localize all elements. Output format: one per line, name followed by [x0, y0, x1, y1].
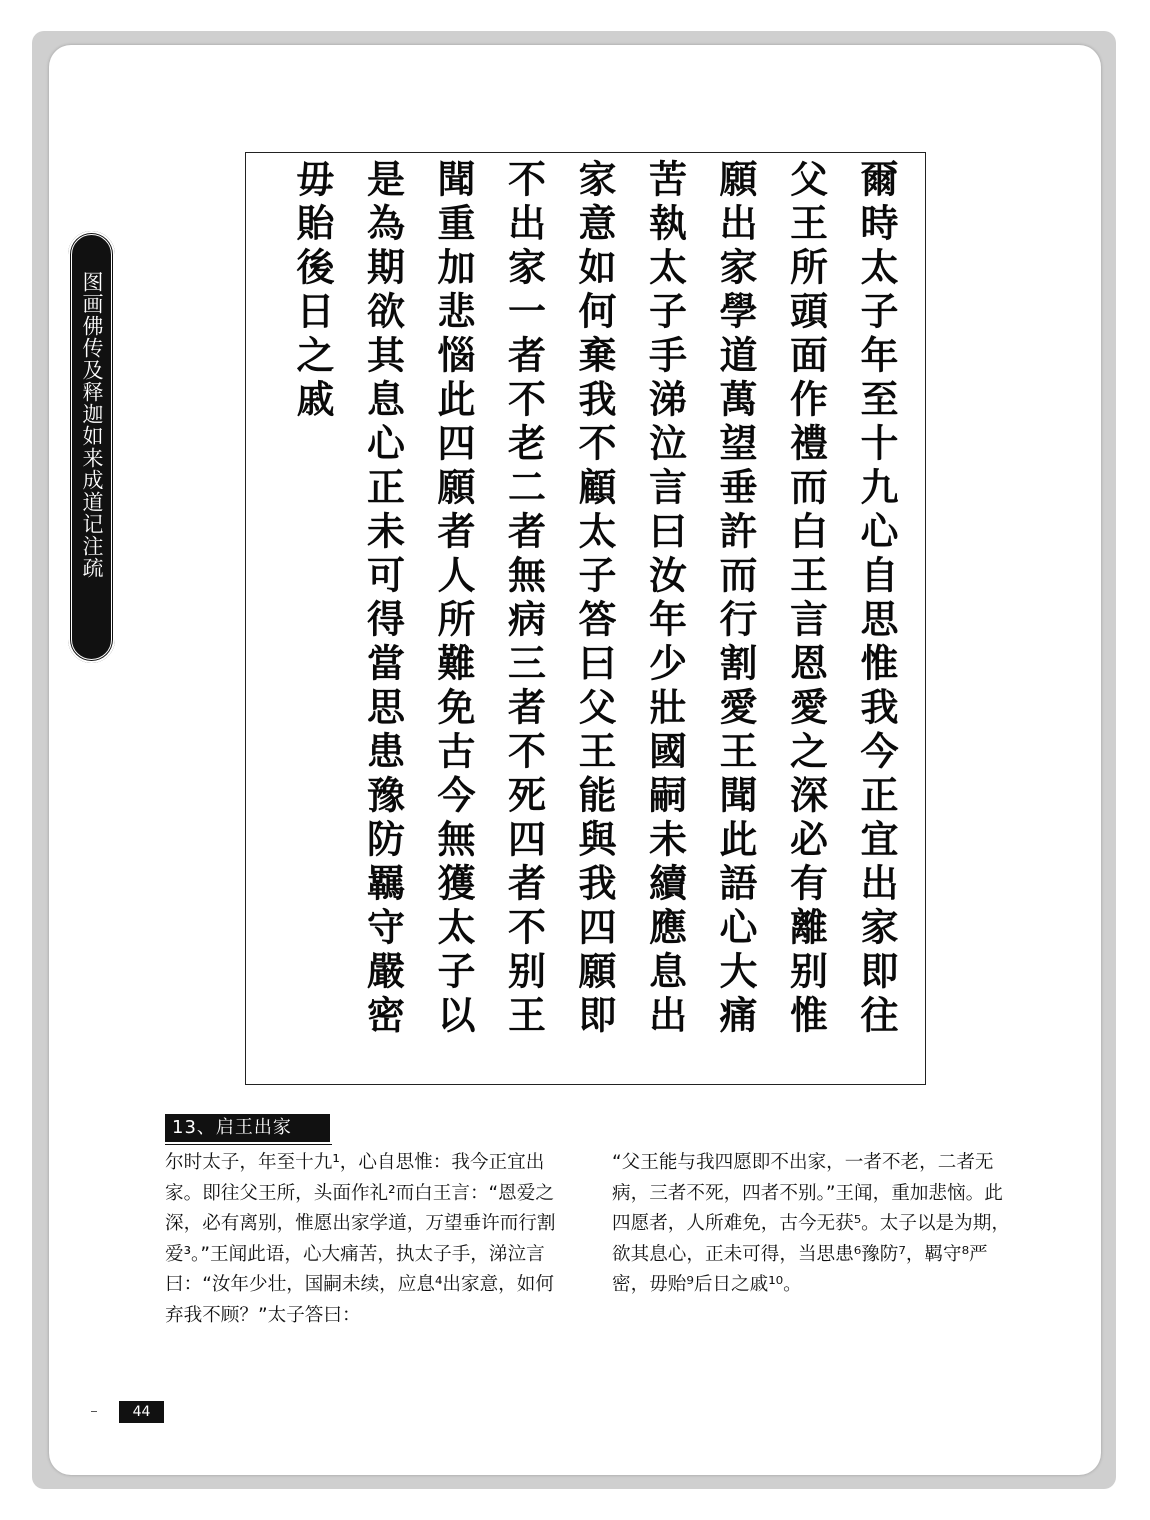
side-title: 图画佛传及释迦如来成道记注疏 [80, 271, 104, 579]
page-tick-mark [91, 1411, 97, 1412]
calligraphy-column-9: 毋貽後日之戚 [290, 159, 335, 423]
calligraphy-column-5: 家意如何棄我不顧太子答曰父王能與我四願即 [572, 159, 617, 1039]
calligraphy-column-7: 聞重加悲惱此四願者人所難免古今無獲太子以 [431, 159, 476, 1039]
calligraphy-column-2: 父王所頭面作禮而白王言恩愛之深必有離别惟 [783, 159, 829, 1039]
page-number: 44 [119, 1401, 164, 1423]
translation-paragraph-right: “父王能与我四愿即不出家，一者不老，二者无病，三者不死，四者不别。”王闻，重加悲恼。此四愿者，人所难免，古今无获⁵。太子以是为期，欲其息心，正未可得，当思患⁶豫防⁷，羁守⁸严密，毋贻⁹后日之戚¹⁰。 [612, 1152, 1010, 1295]
calligraphy-column-6: 不出家一者不老二者無病三者不死四者不别王 [501, 159, 547, 1039]
calligraphy-column-4: 苦執太子手涕泣言曰汝年少壯國嗣未續應息出 [642, 159, 688, 1039]
calligraphy-column-8: 是為期欲其息心正未可得當思患豫防羈守嚴密 [360, 159, 406, 1039]
translation-paragraph-left: 尔时太子，年至十九¹，心自思惟：我今正宜出家。即往父王所，头面作礼²而白王言：“恩爱之深，必有离别，惟愿出家学道，万望垂许而行割爱³。”王闻此语，心大痛苦，执太子手，涕泣言曰：“汝年少壮，国嗣未续，应息⁴出家意，如何弃我不顾？”太子答曰： [165, 1152, 556, 1326]
calligraphy-text [246, 153, 925, 1084]
section-heading: 13、启王出家 [165, 1114, 330, 1142]
calligraphy-column-3: 願出家學道萬望垂許而行割愛王聞此語心大痛 [713, 159, 758, 1039]
calligraphy-panel [245, 152, 926, 1085]
side-title-tab [68, 231, 115, 663]
calligraphy-column-1: 爾時太子年至十九心自思惟我今正宜出家即往 [854, 159, 899, 1039]
